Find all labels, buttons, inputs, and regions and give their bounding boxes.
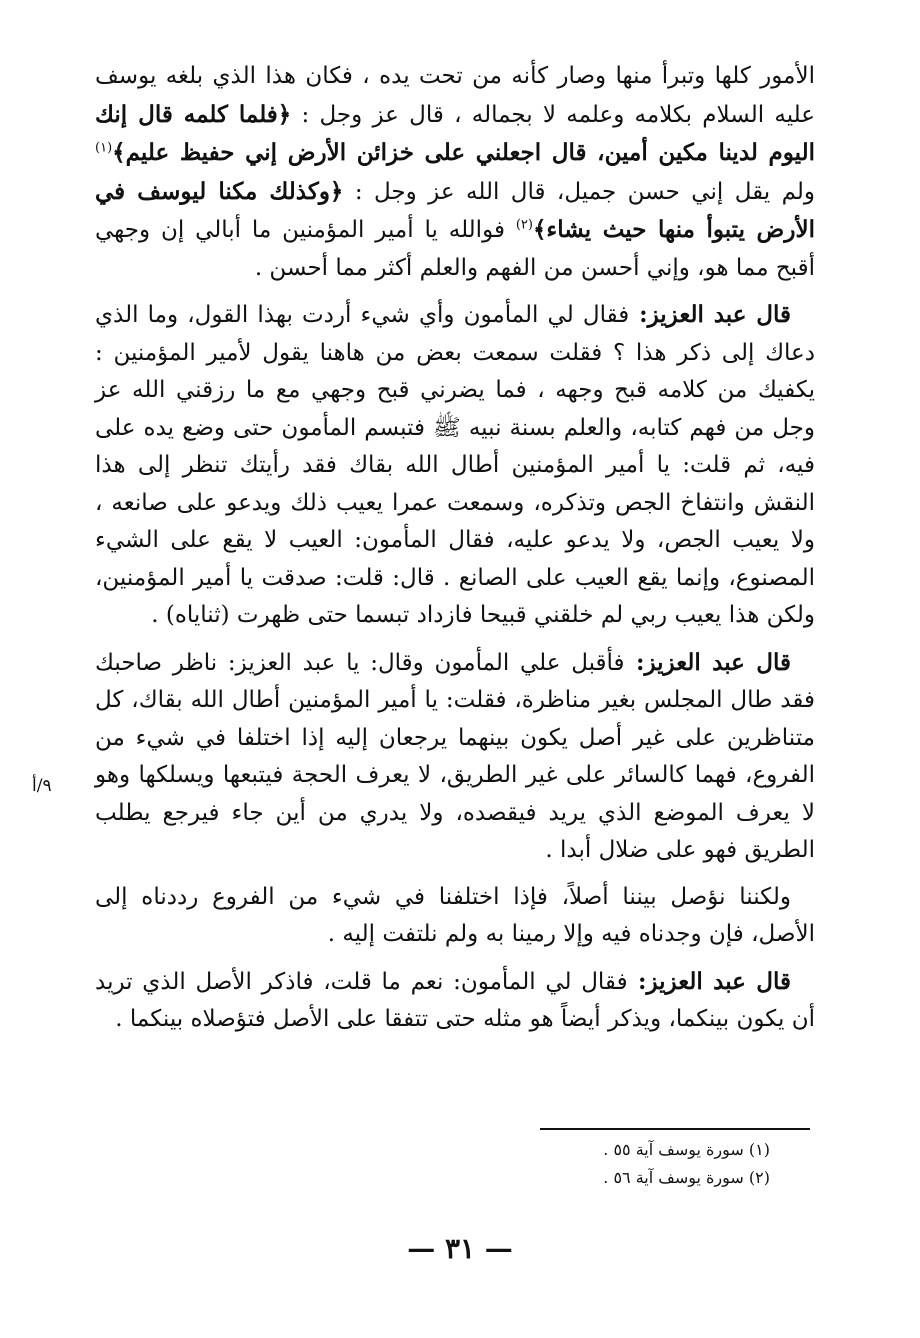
footnote-marker: (٢) — [515, 217, 533, 233]
paragraph — [95, 644, 815, 870]
paragraph — [95, 963, 815, 1039]
margin-folio-note: ٩/أ — [32, 776, 52, 796]
page-number: — ٣١ — — [407, 1232, 513, 1265]
footnotes — [540, 1136, 810, 1192]
bold-text: ﴿وكذلك مكنا ليوسف في الأرض يتبوأ منها حيث يشاء﴾ — [95, 177, 815, 243]
text-run: فأقبل علي المأمون وقال: يا عبد العزيز: ناظر صاحبك فقد طال المجلس بغير مناظرة، فقلت: يا أمير المؤمنين أطال الله بقاك، كل متناظرين على غير أصل يكون بينهما يرجعان إليه إذا اختلفا في شيء من الفروع، فهما كالسائر على غير الطريق، لا يعرف الحجة فيتبعها ويسلكها وهو لا يعرف الموضع الذي يريد فيقصده، ولا يدري من أين جاء فيرجع يطلب الطريق فهو على ضلال أبدا . — [95, 649, 815, 863]
text-run: ولم يقل إني حسن جميل، قال الله عز وجل : — [343, 178, 815, 205]
footnote-2: (٢) سورة يوسف آية ٥٦ . — [603, 1168, 770, 1187]
footnote-marker: (١) — [95, 140, 113, 156]
text-run: ولكننا نؤصل بيننا أصلاً، فإذا اختلفنا في شيء من الفروع رددناه إلى الأصل، فإن وجدناه فيه وإلا رمينا به ولم نلتفت إليه . — [95, 883, 815, 947]
text-run: فوالله يا أمير المؤمنين ما أبالي إن وجهي أقبح مما هو، وإني أحسن من الفهم والعلم أكثر مما أحسن . — [95, 217, 815, 281]
bold-text: ﴿فلما كلمه قال إنك اليوم لدينا مكين أمين، قال اجعلني على خزائن الأرض إني حفيظ عليم﴾ — [95, 100, 815, 166]
paragraph — [95, 58, 815, 287]
text-run: فقال لي المأمون: نعم ما قلت، فاذكر الأصل الذي تريد أن يكون بينكما، ويذكر أيضاً هو مثله حتى تتفقا على الأصل فتؤصلاه بينكما . — [95, 968, 815, 1032]
text-run: الأمور كلها وتبرأ منها وصار كأنه من تحت يده ، فكان هذا الذي بلغه يوسف عليه السلام بكلامه وعلمه لا بجماله ، قال عز وجل : — [95, 63, 815, 128]
footnote-divider — [540, 1128, 810, 1130]
bold-text: قال عبد العزيز: — [624, 648, 791, 676]
bold-text: قال عبد العزيز: — [627, 967, 791, 995]
main-text — [95, 58, 815, 1039]
text-run: فقال لي المأمون وأي شيء أردت بهذا القول، وما الذي دعاك إلى ذكر هذا ؟ فقلت سمعت بعض من هاهنا يقول لأمير المؤمنين : يكفيك من كلامه قبح وجهه ، فما يضرني قبح وجهي مع ما رزقني الله عز وجل من فهم كتابه، والعلم بسنة نبيه ﷺ فتبسم المأمون حتى وضع يده على فيه، ثم قلت: يا أمير المؤمنين أطال الله بقاك فقد رأيتك تنظر إلى هذا النقش وانتفاخ الجص وتذكره، وسمعت عمرا يعيب ذلك ويدعو على صانعه ، ولا يعيب الجص، ولا يدعو عليه، فقال المأمون: العيب لا يقع على الشيء المصنوع، وإنما يقع العيب على الصانع . قال: قلت: صدقت يا أمير المؤمنين، ولكن هذا يعيب ربي لم خلقني قبيحا فازداد تبسما حتى ظهرت (ثناياه) . — [95, 302, 815, 628]
bold-text: قال عبد العزيز: — [629, 301, 791, 328]
paragraph — [95, 296, 815, 635]
paragraph — [95, 879, 815, 954]
footnote-1: (١) سورة يوسف آية ٥٥ . — [603, 1140, 770, 1159]
